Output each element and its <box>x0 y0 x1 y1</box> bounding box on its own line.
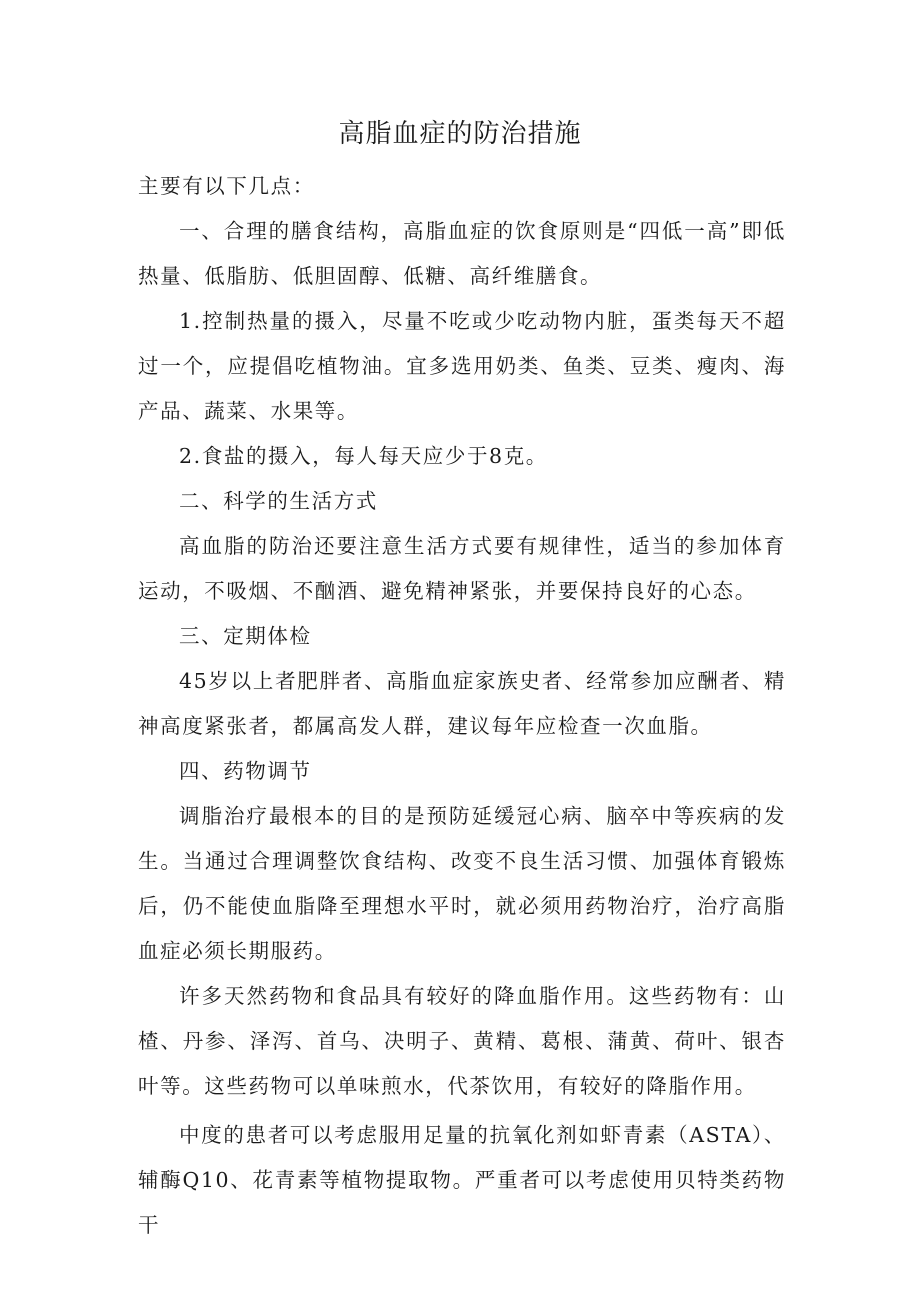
paragraph-item-2: 2.食盐的摄入，每人每天应少于8克。 <box>179 444 548 468</box>
paragraph-intro: 主要有以下几点： <box>138 174 315 198</box>
paragraph-item-1: 1.控制热量的摄入，尽量不吃或少吃动物内脏，蛋类每天不超过一个，应提倡吃植物油。宜多选用奶类、鱼类、豆类、瘦肉、海产品、蔬菜、水果等。 <box>138 309 786 423</box>
heading-section-4: 四、药物调节 <box>179 759 312 783</box>
heading-section-2: 二、科学的生活方式 <box>179 489 378 513</box>
paragraph-checkup: 45岁以上者肥胖者、高脂血症家族史者、经常参加应酬者、精神高度紧张者，都属高发人群，建议每年应检查一次血脂。 <box>138 669 786 738</box>
paragraph-lifestyle: 高血脂的防治还要注意生活方式要有规律性，适当的参加体育运动，不吸烟、不酗酒、避免精神紧张，并要保持良好的心态。 <box>138 534 786 603</box>
paragraph-drug-purpose: 调脂治疗最根本的目的是预防延缓冠心病、脑卒中等疾病的发生。当通过合理调整饮食结构、改变不良生活习惯、加强体育锻炼后，仍不能使血脂降至理想水平时，就必须用药物治疗，治疗高脂血症必须长期服药。 <box>138 804 786 963</box>
paragraph-section-1: 一、合理的膳食结构，高脂血症的饮食原则是“四低一高”即低热量、低脂肪、低胆固醇、低糖、高纤维膳食。 <box>138 219 786 288</box>
document-body <box>138 164 786 1248</box>
heading-section-3: 三、定期体检 <box>179 624 312 648</box>
paragraph-natural-drugs: 许多天然药物和食品具有较好的降血脂作用。这些药物有：山楂、丹参、泽泻、首乌、决明子、黄精、葛根、蒲黄、荷叶、银杏叶等。这些药物可以单味煎水，代茶饮用，有较好的降脂作用。 <box>138 984 786 1098</box>
document-title: 高脂血症的防治措施 <box>338 119 582 149</box>
paragraph-moderate-patients: 中度的患者可以考虑服用足量的抗氧化剂如虾青素（ASTA）、辅酶Q10、花青素等植物提取物。严重者可以考虑使用贝特类药物干 <box>138 1123 786 1237</box>
